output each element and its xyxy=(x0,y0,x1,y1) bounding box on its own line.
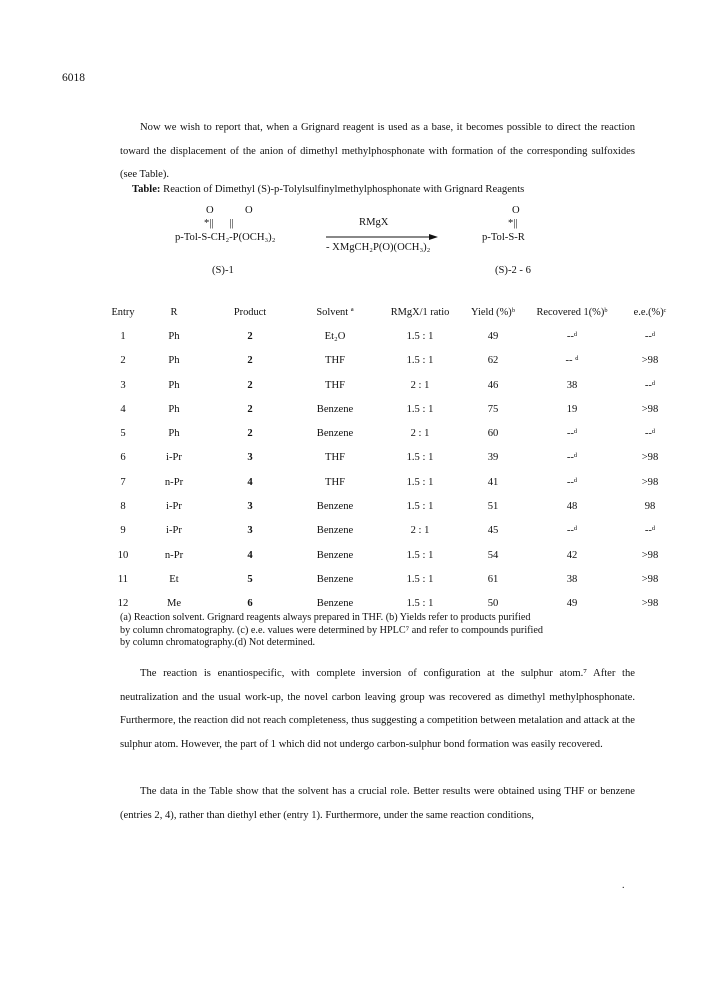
table-cell: THF xyxy=(324,379,345,391)
table-cell: 19 xyxy=(566,403,578,415)
table-cell: 54 xyxy=(487,549,499,561)
table-cell: 51 xyxy=(487,501,499,513)
table-cell: THF xyxy=(324,452,345,464)
table-cell: --ᵈ xyxy=(566,330,578,342)
table-cell: Ph xyxy=(168,428,180,440)
table-row xyxy=(108,349,682,373)
table-row xyxy=(108,446,682,470)
table-row xyxy=(108,519,682,543)
header-cell: RMgX/1 ratio xyxy=(390,306,450,318)
table-cell: 1.5 : 1 xyxy=(406,330,434,342)
table-cell: i-Pr xyxy=(166,525,182,537)
table-caption-text: Reaction of Dimethyl (S)-p-Tolylsulfinylmethylphosphonate with Grignard Reagents xyxy=(163,184,525,195)
table-cell: 2 xyxy=(120,355,126,367)
table-row xyxy=(108,567,682,591)
reactant-oxygen-1: O xyxy=(206,205,214,216)
table-cell: 60 xyxy=(487,428,499,440)
table-cell: 2 : 1 xyxy=(410,525,430,537)
table-cell: 2 xyxy=(247,355,253,367)
table-cell: 1.5 : 1 xyxy=(406,452,434,464)
table-cell: 39 xyxy=(487,452,499,464)
table-cell: 1.5 : 1 xyxy=(406,355,434,367)
product-oxygen: O xyxy=(512,205,520,216)
table-cell: 61 xyxy=(487,573,499,585)
table-row xyxy=(108,543,682,567)
table-cell: >98 xyxy=(641,452,659,464)
reagent-below-arrow: - XMgCH₂P(O)(OCH₃)₂ xyxy=(326,242,431,253)
table-cell: 1 xyxy=(120,330,126,342)
reaction-arrow xyxy=(326,233,438,241)
table-cell: 6 xyxy=(247,598,253,610)
table-cell: 3 xyxy=(247,452,253,464)
page-number: 6018 xyxy=(62,72,85,84)
table-cell: Et xyxy=(169,573,179,585)
table-cell: 38 xyxy=(566,573,578,585)
table-cell: THF xyxy=(324,476,345,488)
table-cell: Benzene xyxy=(316,428,354,440)
table-cell: 38 xyxy=(566,379,578,391)
table-cell: 9 xyxy=(120,525,126,537)
header-cell: R xyxy=(170,306,178,318)
table-cell: Ph xyxy=(168,355,180,367)
footnote-line: (a) Reaction solvent. Grignard reagents always prepared in THF. (b) Yields refer to products purified xyxy=(120,612,531,623)
table-cell: 2 xyxy=(247,330,253,342)
table-cell: 46 xyxy=(487,379,499,391)
table-cell: THF xyxy=(324,355,345,367)
header-cell: Yield (%)ᵇ xyxy=(471,306,515,318)
table-header-row xyxy=(108,300,682,324)
table-cell: i-Pr xyxy=(166,452,182,464)
table-cell: Ph xyxy=(168,330,180,342)
header-cell: Recovered 1(%)ᵇ xyxy=(536,306,608,318)
table-row xyxy=(108,397,682,421)
table-cell: --ᵈ xyxy=(566,476,578,488)
table-cell: 49 xyxy=(487,330,499,342)
table-cell: 4 xyxy=(120,403,126,415)
table-cell: 48 xyxy=(566,501,578,513)
table-cell: i-Pr xyxy=(166,501,182,513)
table-cell: >98 xyxy=(641,476,659,488)
table-cell: 1.5 : 1 xyxy=(406,476,434,488)
product-bond: *|| xyxy=(508,218,518,229)
table-cell: Ph xyxy=(168,403,180,415)
reagent-above-arrow: RMgX xyxy=(359,217,389,228)
paragraph-results: The reaction is enantiospecific, with complete inversion of configuration at the sulphur atom.⁷ After the neutralization and the usual work-up, the novel carbon leaving group was recovered as dimethyl methylphosphonate. Furthermore, the reaction did not reach completeness, thus suggesting a competition between metalation and attack at the sulphur atom. However, the part of 1 which did not undergo carbon-sulphur bond formation was easily recovered. xyxy=(120,668,635,750)
table-cell: 62 xyxy=(487,355,499,367)
table-cell: n-Pr xyxy=(164,476,184,488)
intro-paragraph: Now we wish to report that, when a Grignard reagent is used as a base, it becomes possible to direct the reaction toward the displacement of the anion of dimethyl methylphosphonate with formation of the corresponding sulfoxides (see Table). xyxy=(120,122,635,181)
table-cell: 2 : 1 xyxy=(410,428,430,440)
table-caption xyxy=(132,184,524,195)
table-cell: 10 xyxy=(117,549,129,561)
table-cell: 1.5 : 1 xyxy=(406,573,434,585)
table-cell: 1.5 : 1 xyxy=(406,501,434,513)
table-cell: 4 xyxy=(247,549,253,561)
header-cell: e.e.(%)ᶜ xyxy=(633,306,667,318)
table-cell: 75 xyxy=(487,403,499,415)
table-cell: Ph xyxy=(168,379,180,391)
table-cell: 4 xyxy=(247,476,253,488)
table-cell: >98 xyxy=(641,573,659,585)
table-cell: 5 xyxy=(120,428,126,440)
table-cell: 1.5 : 1 xyxy=(406,598,434,610)
table-cell: --ᵈ xyxy=(566,428,578,440)
table-cell: >98 xyxy=(641,403,659,415)
table-cell: 3 xyxy=(120,379,126,391)
table-cell: Me xyxy=(166,598,182,610)
table-cell: n-Pr xyxy=(164,549,184,561)
footnote-line: by column chromatography.(d) Not determined. xyxy=(120,637,316,649)
table-cell: >98 xyxy=(641,355,659,367)
header-cell: Solvent ª xyxy=(316,306,354,318)
table-cell: --ᵈ xyxy=(566,452,578,464)
table-cell: Benzene xyxy=(316,525,354,537)
table-caption-label: Table: xyxy=(132,184,161,195)
table-cell: Et₂O xyxy=(324,330,346,342)
table-cell: >98 xyxy=(641,598,659,610)
table-footnotes xyxy=(120,612,620,650)
reactant-formula: p-Tol-S-CH₂-P(OCH₃)₂ xyxy=(175,232,276,243)
product-formula: p-Tol-S-R xyxy=(482,232,525,243)
table-cell: Benzene xyxy=(316,598,354,610)
table-cell: 49 xyxy=(566,598,578,610)
table-cell: 11 xyxy=(117,573,129,585)
reactant-bonds: *|| || xyxy=(204,218,234,229)
table-row xyxy=(108,324,682,348)
table-cell: -- ᵈ xyxy=(565,355,579,367)
reaction-scheme xyxy=(160,205,580,295)
table-cell: 50 xyxy=(487,598,499,610)
table-cell: 1.5 : 1 xyxy=(406,403,434,415)
table-cell: 41 xyxy=(487,476,499,488)
reactant-oxygen-2: O xyxy=(245,205,253,216)
table-cell: 1.5 : 1 xyxy=(406,549,434,561)
table-cell: 2 xyxy=(247,379,253,391)
table-row xyxy=(108,373,682,397)
table-cell: 42 xyxy=(566,549,578,561)
table-cell: 2 xyxy=(247,403,253,415)
product-label: (S)-2 - 6 xyxy=(495,265,531,276)
table-cell: 8 xyxy=(120,501,126,513)
table-cell: 3 xyxy=(247,525,253,537)
table-cell: --ᵈ xyxy=(644,428,656,440)
table-cell: --ᵈ xyxy=(644,379,656,391)
paragraph-solvent: The data in the Table show that the solvent has a crucial role. Better results were obtained using THF or benzene (entries 2, 4), rather than diethyl ether (entry 1). Furthermore, under the same reaction conditions, xyxy=(120,786,635,821)
table-cell: 5 xyxy=(247,573,253,585)
table-cell: 45 xyxy=(487,525,499,537)
table-cell: --ᵈ xyxy=(566,525,578,537)
table-cell: 2 xyxy=(247,428,253,440)
results-table xyxy=(108,300,682,616)
table-cell: 7 xyxy=(120,476,126,488)
header-cell: Entry xyxy=(111,306,135,318)
table-row xyxy=(108,470,682,494)
table-cell: 98 xyxy=(644,501,656,513)
table-cell: Benzene xyxy=(316,573,354,585)
table-cell: 3 xyxy=(247,501,253,513)
table-cell: 6 xyxy=(120,452,126,464)
table-cell: Benzene xyxy=(316,549,354,561)
table-cell: >98 xyxy=(641,549,659,561)
table-cell: 2 : 1 xyxy=(410,379,430,391)
table-cell: 12 xyxy=(117,598,129,610)
trailing-mark: . xyxy=(622,880,625,891)
table-row xyxy=(108,494,682,518)
reactant-label: (S)-1 xyxy=(212,265,234,276)
table-cell: --ᵈ xyxy=(644,330,656,342)
table-cell: Benzene xyxy=(316,501,354,513)
table-cell: Benzene xyxy=(316,403,354,415)
table-row xyxy=(108,421,682,445)
table-cell: --ᵈ xyxy=(644,525,656,537)
footnote-line: by column chromatography. (c) e.e. values were determined by HPLC⁷ and refer to compounds purified xyxy=(120,624,543,636)
header-cell: Product xyxy=(233,306,267,318)
